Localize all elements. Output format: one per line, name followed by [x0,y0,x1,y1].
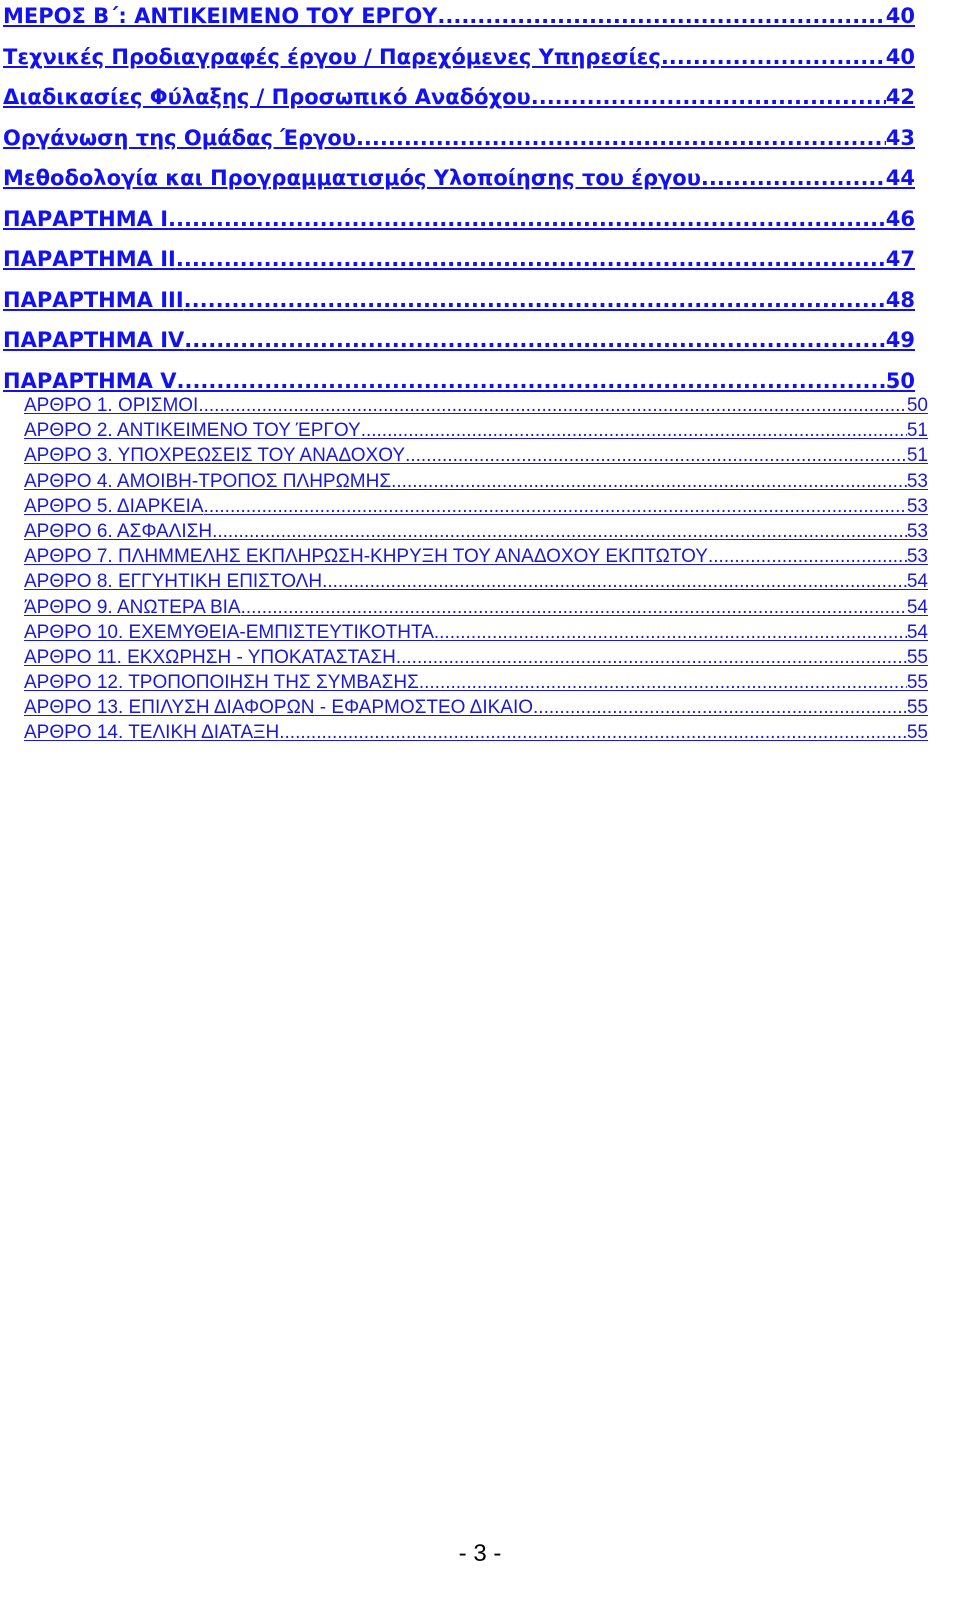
toc-entry-label: ΠΑΡΑΡΤΗΜΑ ΙΙ [3,247,176,271]
toc-entry-label: ΜΕΡΟΣ Β΄: ΑΝΤΙΚΕΙΜΕΝΟ ΤΟΥ ΕΡΓΟΥ [3,4,438,28]
toc-dot-leader [176,243,886,276]
toc-entry-page: 48 [885,287,915,312]
toc-entry-article-4[interactable] [24,469,928,494]
toc-entry-page: 55 [906,697,928,719]
toc-entry-label: ΑΡΘΡΟ 4. ΑΜΟΙΒΗ-ΤΡΟΠΟΣ ΠΛΗΡΩΜΗΣ [24,470,392,492]
toc-entry-label: ΑΡΘΡΟ 5. ΔΙΑΡΚΕΙΑ [24,495,204,517]
toc-entry-label: ΑΡΘΡΟ 10. ΕΧΕΜΥΘΕΙΑ-ΕΜΠΙΣΤΕΥΤΙΚΟΤΗΤΑ [24,621,434,643]
toc-entry-page: 47 [885,247,915,271]
toc-entry-page: 50 [885,368,915,393]
toc-entry-article-7[interactable] [24,544,928,569]
toc-entry-article-5[interactable] [24,494,928,519]
toc-entry-page: 43 [885,125,915,150]
toc-dot-leader [184,284,886,317]
toc-entry-page: 53 [906,546,928,568]
toc-entry-label: Διαδικασίες Φύλαξης / Προσωπικό Αναδόχου [3,85,531,109]
toc-dot-leader [434,620,907,645]
toc-entry-project-team[interactable] [3,122,915,163]
toc-entry-page: 46 [885,206,915,231]
toc-dot-leader [701,162,886,195]
toc-entry-page: 42 [885,85,915,109]
toc-dot-leader [241,595,907,620]
toc-entry-article-11[interactable] [24,645,928,670]
toc-entry-page: 40 [885,44,915,69]
toc-entry-article-6[interactable] [24,519,928,544]
toc-entry-page: 53 [906,520,928,542]
toc-entry-guarding-procedures[interactable] [3,81,915,122]
toc-entry-article-1[interactable] [24,393,928,418]
toc-entry-page: 49 [885,328,915,352]
toc-entry-technical-specs[interactable] [3,41,915,82]
toc-entry-label: ΑΡΘΡΟ 12. ΤΡΟΠΟΠΟΙΗΣΗ ΤΗΣ ΣΥΜΒΑΣΗΣ [24,672,419,694]
toc-entry-label: ΠΑΡΑΡΤΗΜΑ Ι [3,206,169,231]
toc-entry-article-14[interactable] [24,720,928,745]
toc-entry-annex-2[interactable] [3,243,915,284]
toc-entry-page: 55 [906,722,928,744]
toc-entry-label: ΠΑΡΑΡΤΗΜΑ ΙΙΙ [3,287,184,312]
toc-entry-page: 51 [906,420,928,442]
toc-entry-article-10[interactable] [24,620,928,645]
toc-entry-article-8[interactable] [24,569,928,594]
toc-entry-label: Οργάνωση της Ομάδας Έργου [3,125,356,150]
toc-entry-article-9[interactable] [24,595,928,620]
toc-entry-label: ΠΑΡΑΡΤΗΜΑ ΙV [3,328,185,352]
toc-dot-leader [184,324,885,357]
toc-dot-leader [531,81,886,114]
toc-entry-page: 54 [906,621,928,643]
toc-entry-label: ΑΡΘΡΟ 6. ΑΣΦΑΛΙΣΗ [24,520,213,542]
toc-entry-label: ΑΡΘΡΟ 2. ΑΝΤΙΚΕΙΜΕΝΟ ΤΟΥ ΈΡΓΟΥ [24,420,361,442]
toc-entry-label: ΑΡΘΡΟ 8. ΕΓΓΥΗΤΙΚΗ ΕΠΙΣΤΟΛΗ [24,571,323,593]
toc-dot-leader [437,0,885,33]
toc-level1-list [0,0,960,405]
toc-dot-leader [168,203,886,236]
toc-entry-page: 53 [906,495,928,517]
toc-entry-page: 54 [906,571,928,593]
toc-entry-annex-1[interactable] [3,203,915,244]
toc-level2-list [0,393,960,746]
toc-entry-page: 54 [906,596,928,618]
toc-entry-page: 44 [885,166,915,190]
toc-entry-label: ΠΑΡΑΡΤΗΜΑ V [3,368,177,393]
toc-dot-leader [661,41,886,74]
toc-entry-part-b[interactable] [3,0,915,41]
toc-entry-article-3[interactable] [24,443,928,468]
toc-dot-leader [396,645,907,670]
toc-dot-leader [322,569,907,594]
toc-dot-leader [279,720,907,745]
toc-entry-article-12[interactable] [24,670,928,695]
toc-entry-label: ΑΡΘΡΟ 7. ΠΛΗΜΜΕΛΗΣ ΕΚΠΛΗΡΩΣΗ-ΚΗΡΥΞΗ ΤΟΥ ΑΝΑΔΟΧΟΥ ΕΚΠΤΩΤΟΥ [24,546,708,568]
table-of-contents [0,0,960,746]
toc-dot-leader [533,695,907,720]
toc-entry-page: 53 [906,470,928,492]
toc-entry-article-2[interactable] [24,418,928,443]
toc-entry-label: ΑΡΘΡΟ 11. ΕΚΧΩΡΗΣΗ - ΥΠΟΚΑΤΑΣΤΑΣΗ [24,646,396,668]
toc-entry-annex-4[interactable] [3,324,915,365]
toc-dot-leader [198,393,907,418]
toc-dot-leader [204,494,907,519]
toc-dot-leader [419,670,907,695]
toc-entry-page: 55 [906,672,928,694]
toc-dot-leader [391,469,907,494]
toc-entry-page: 50 [906,395,928,416]
toc-entry-label: ΑΡΘΡΟ 14. ΤΕΛΙΚΗ ΔΙΑΤΑΞΗ [24,722,280,744]
toc-entry-label: ΑΡΘΡΟ 13. ΕΠΙΛΥΣΗ ΔΙΑΦΟΡΩΝ - ΕΦΑΡΜΟΣΤΕΟ ΔΙΚΑΙΟ [24,697,534,719]
toc-dot-leader [708,544,907,569]
toc-dot-leader [356,122,886,155]
toc-entry-label: ΆΡΘΡΟ 9. ΑΝΩΤΕΡΑ ΒΙΑ [24,596,241,618]
toc-entry-annex-3[interactable] [3,284,915,325]
toc-entry-label: ΑΡΘΡΟ 1. ΟΡΙΣΜΟΙ [24,395,199,416]
toc-entry-page: 55 [906,646,928,668]
toc-dot-leader [361,418,907,443]
toc-dot-leader [212,519,907,544]
toc-entry-label: ΑΡΘΡΟ 3. ΥΠΟΧΡΕΩΣΕΙΣ ΤΟΥ ΑΝΑΔΟΧΟΥ [24,445,406,467]
toc-entry-methodology[interactable] [3,162,915,203]
toc-entry-article-13[interactable] [24,695,928,720]
toc-entry-page: 51 [906,445,928,467]
toc-entry-page: 40 [885,4,915,28]
toc-entry-label: Μεθοδολογία και Προγραμματισμός Υλοποίησης του έργου [3,166,701,190]
toc-entry-label: Τεχνικές Προδιαγραφές έργου / Παρεχόμενες Υπηρεσίες [3,44,661,69]
page-number: - 3 - [458,1540,502,1567]
toc-dot-leader [405,443,907,468]
